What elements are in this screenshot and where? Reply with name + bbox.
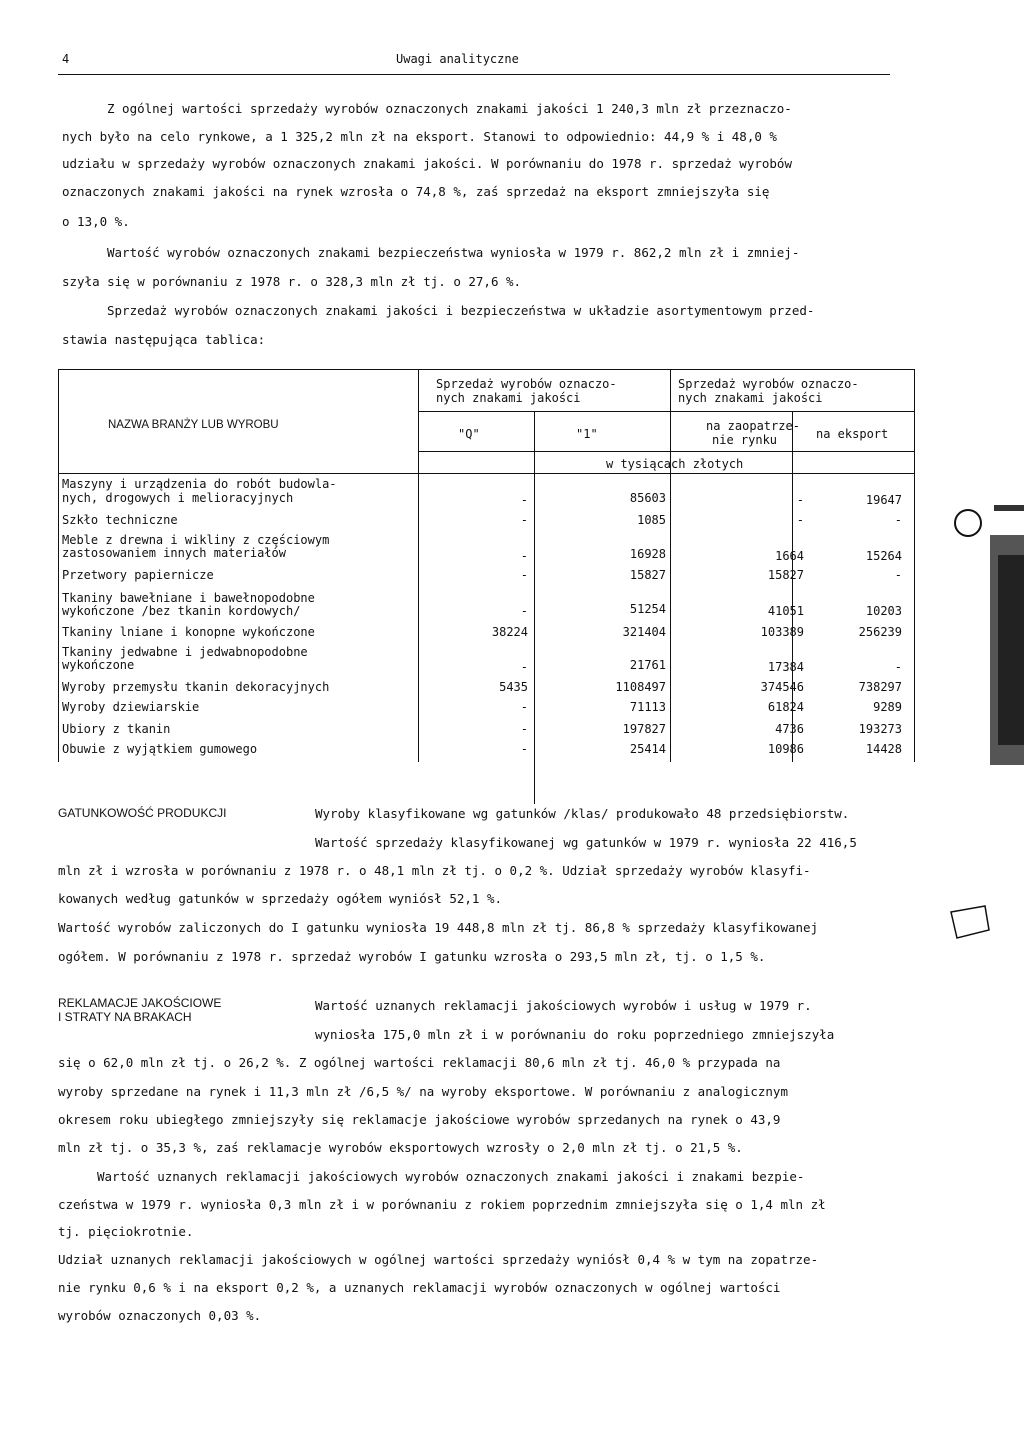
cell-1: 321404 [622,625,666,639]
cell-export: - [894,513,902,527]
row-name-line: wykończone /bez tkanin kordowych/ [62,604,301,618]
cell-1: 16928 [629,547,666,561]
cell-1: 25414 [629,742,666,756]
section-quality-heading: GATUNKOWOŚĆ PRODUKCJI [58,806,227,820]
section-complaints-heading: REKLAMACJE JAKOŚCIOWE [58,996,222,1010]
intro-line: Wartość wyrobów oznaczonych znakami bezpieczeństwa wyniosła w 1979 r. 862,2 mln zł i zmniej- [107,245,800,260]
paragraph-line: Wartość uznanych reklamacji jakościowych wyrobów oznaczonych znakami jakości i znakami bezpie- [97,1169,805,1184]
paragraph-line: tj. pięciokrotnie. [58,1224,194,1239]
row-name-line: zastosowaniem innych materiałów [62,546,286,560]
table-left-border [58,369,59,762]
row-name-line: Maszyny i urządzenia do robót budowla- [62,477,337,491]
table-top-rule [58,369,914,370]
unit-header: w tysiącach złotych [606,457,744,471]
intro-line: szyła się w porównaniu z 1978 r. o 328,3 mln zł tj. o 27,6 %. [62,274,522,289]
paragraph-line: Wyroby klasyfikowane wg gatunków /klas/ produkowało 48 przedsiębiorstw. [315,806,850,821]
cell-export: 256239 [858,625,902,639]
paragraph-line: nie rynku 0,6 % i na eksport 0,2 %, a uznanych reklamacji wyrobów oznaczonych w ogólnej wartości [58,1280,781,1295]
group-header-line: nych znakami jakości [436,391,581,405]
intro-line: nych było na celo rynkowe, a 1 325,2 mln zł na eksport. Stanowi to odpowiednio: 44,9 % i 48,0 % [62,129,777,144]
table-header-bottom-rule [58,473,914,474]
paragraph-line: Wartość wyrobów zaliczonych do I gatunku wyniosła 19 448,8 mln zł tj. 86,8 % sprzedaży klasyfikowanej [58,920,819,935]
cell-export: 193273 [858,722,902,736]
cell-1: 197827 [622,722,666,736]
cell-market: - [796,513,804,527]
sub-header-export: na eksport [816,427,889,441]
intro-line: o 13,0 %. [62,214,130,229]
cell-market: 10986 [767,742,804,756]
paragraph-line: ogółem. W porównaniu z 1978 r. sprzedaż wyrobów I gatunku wzrosła o 293,5 mln zł, tj. o 1,5 %. [58,949,766,964]
cell-export: - [894,660,902,674]
group-header-line: Sprzedaż wyrobów oznaczo- [436,377,617,391]
paragraph-line: Wartość sprzedaży klasyfikowanej wg gatunków w 1979 r. wyniosła 22 416,5 [315,835,857,850]
page-number: 4 [62,52,70,66]
cell-q: - [520,549,528,563]
group-header-line: nych znakami jakości [678,391,823,405]
paragraph-line: Wartość uznanych reklamacji jakościowych wyrobów i usług w 1979 r. [315,998,812,1013]
row-name-line: Meble z drewna i wikliny z częściowym [62,533,330,547]
row-name-line: Wyroby dziewiarskie [62,700,200,714]
cell-market: 61824 [767,700,804,714]
cell-q: - [520,660,528,674]
cell-q: 38224 [491,625,528,639]
running-title: Uwagi analityczne [396,52,519,66]
cell-q: - [520,604,528,618]
cell-1: 1085 [637,513,666,527]
row-name-line: Tkaniny jedwabne i jedwabnopodobne [62,645,308,659]
cell-1: 71113 [629,700,666,714]
cell-q: - [520,722,528,736]
cell-1: 51254 [629,602,666,616]
cell-export: 14428 [865,742,902,756]
cell-export: 15264 [865,549,902,563]
row-name-line: Obuwie z wyjątkiem gumowego [62,742,258,756]
sub-header-market: na zaopatrze- [706,419,800,433]
row-name-line: Tkaniny lniane i konopne wykończone [62,625,315,639]
row-name-line: Szkło techniczne [62,513,178,527]
intro-line: stawia następująca tablica: [62,332,266,347]
row-name-line: Wyroby przemysłu tkanin dekoracyjnych [62,680,330,694]
sub-header-q: "Q" [458,427,480,441]
cell-market: 103389 [760,625,804,639]
paragraph-line: Udział uznanych reklamacji jakościowych w ogólnej wartości sprzedaży wyniósł 0,4 % w tym na zopatrze- [58,1252,819,1267]
table-group-rule [418,411,914,412]
cell-q: - [520,568,528,582]
paragraph-line: mln zł i wzrosła w porównaniu z 1978 r. o 48,1 mln zł tj. o 0,2 %. Udział sprzedaży wyrobów klasyfi- [58,863,811,878]
cell-market: 374546 [760,680,804,694]
table-sub-rule [418,451,914,452]
row-name-line: wykończone [62,658,135,672]
row-name-line: Ubiory z tkanin [62,722,171,736]
cell-market: - [796,493,804,507]
scan-artifact [950,505,1024,765]
name-column-header: NAZWA BRANŻY LUB WYROBU [108,419,279,431]
cell-q: - [520,513,528,527]
paragraph-line: mln zł tj. o 35,3 %, zaś reklamacje wyrobów eksportowych wzrosły o 2,0 mln zł tj. o 21,5 %. [58,1140,743,1155]
cell-export: 19647 [865,493,902,507]
row-name-line: nych, drogowych i melioracyjnych [62,491,294,505]
cell-1: 15827 [629,568,666,582]
cell-q: - [520,742,528,756]
intro-line: Sprzedaż wyrobów oznaczonych znakami jakości i bezpieczeństwa w układzie asortymentowym przed- [107,303,815,318]
sub-header-1: "1" [576,427,598,441]
cell-export: - [894,568,902,582]
paragraph-line: wyroby sprzedane na rynek i 11,3 mln zł /6,5 %/ na wyroby eksportowe. W porównaniu z analogicznym [58,1084,788,1099]
cell-market: 4736 [775,722,804,736]
sub-header-market: nie rynku [712,433,778,447]
group-header-line: Sprzedaż wyrobów oznaczo- [678,377,859,391]
cell-export: 738297 [858,680,902,694]
paragraph-line: wyniosła 175,0 mln zł i w porównaniu do roku poprzedniego zmniejszyła [315,1027,835,1042]
cell-export: 10203 [865,604,902,618]
row-name-line: Tkaniny bawełniane i bawełnopodobne [62,591,315,605]
paragraph-line: okresem roku ubiegłego zmniejszyły się reklamacje jakościowe wyrobów sprzedanych na rynek o 43,9 [58,1112,781,1127]
paragraph-line: kowanych według gatunków w sprzedaży ogółem wyniósł 52,1 %. [58,891,503,906]
cell-1: 1108497 [615,680,666,694]
cell-1: 85603 [629,491,666,505]
intro-line: udziału w sprzedaży wyrobów oznaczonych znakami jakości. W porównaniu do 1978 r. sprzedaż wyrobów [62,156,792,171]
cell-market: 1664 [775,549,804,563]
intro-line: oznaczonych znakami jakości na rynek wzrosła o 74,8 %, zaś sprzedaż na eksport zmniejszyła się [62,184,770,199]
paragraph-line: się o 62,0 mln zł tj. o 26,2 %. Z ogólnej wartości reklamacji 80,6 mln zł tj. 46,0 % przypada na [58,1055,781,1070]
scan-artifact [945,900,995,945]
cell-q: 5435 [499,680,528,694]
section-complaints-heading: I STRATY NA BRAKACH [58,1010,192,1024]
cell-export: 9289 [873,700,902,714]
cell-q: - [520,493,528,507]
cell-market: 17384 [767,660,804,674]
cell-1: 21761 [629,658,666,672]
cell-market: 15827 [767,568,804,582]
paragraph-line: wyrobów oznaczonych 0,03 %. [58,1308,262,1323]
table-right-border [914,369,915,762]
cell-market: 41051 [767,604,804,618]
cell-q: - [520,700,528,714]
row-name-line: Przetwory papiernicze [62,568,214,582]
paragraph-line: czeństwa w 1979 r. wyniosła 0,3 mln zł i w porównaniu z rokiem poprzednim zmniejszyła się o 1,4 mln zł [58,1197,826,1212]
assortment-table [58,369,914,762]
header-rule [58,74,890,75]
intro-line: Z ogólnej wartości sprzedaży wyrobów oznaczonych znakami jakości 1 240,3 mln zł przeznaczo- [107,101,792,116]
